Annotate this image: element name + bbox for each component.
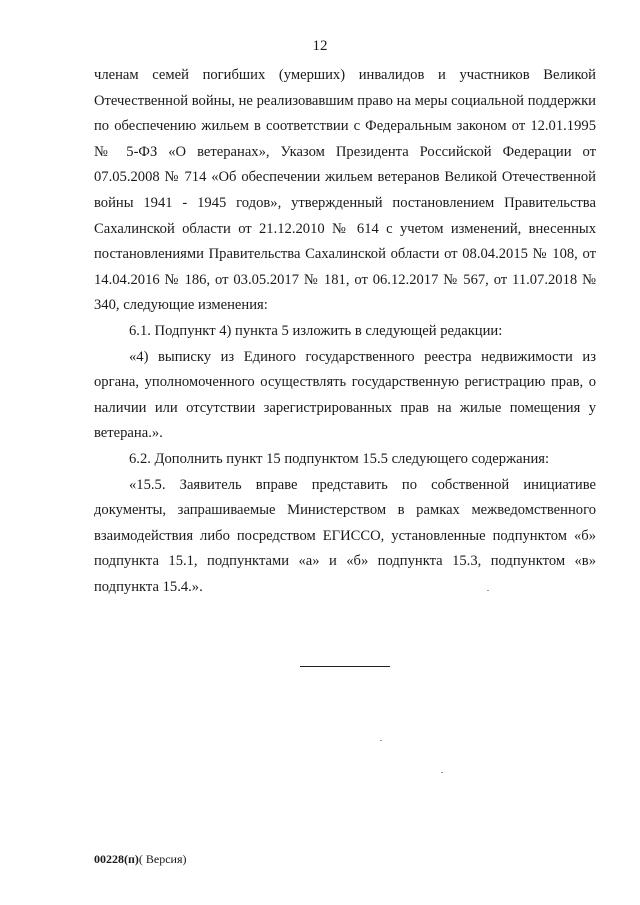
document-body <box>94 63 596 600</box>
closing-divider <box>300 666 390 667</box>
body-paragraph-2: 6.1. Подпункт 4) пункта 5 изложить в следующей редакции: <box>129 322 503 339</box>
scan-speck <box>441 772 443 773</box>
body-paragraph-5: «15.5. Заявитель вправе представить по собственной инициативе документы, запрашиваемые Министерством в рамках межведомственного взаимодействия либо посредством ЕГИССО, установленные подпунктом «б» подпункта 15.1, подпунктами «а» и «б» подпункта 15.3, подпунктом «в» подпункта 15.4.». <box>94 476 596 595</box>
document-code: 00228(п) <box>94 852 139 866</box>
body-paragraph-1: членам семей погибших (умерших) инвалидов и участников Великой Отечественной войны, не реализовавшим право на меры социальной поддержки по обеспечению жильем в соответствии с Федеральным законом от 12.01.1995 № 5-ФЗ «О ветеранах», Указом Президента Российской Федерации от 07.05.2008 № 714 «Об обеспечении жильем ветеранов Великой Отечественной войны 1941 - 1945 годов», утвержденный постановлением Правительства Сахалинской области от 21.12.2010 № 614 с учетом изменений, внесенных постановлениями Правительства Сахалинской области от 08.04.2015 № 108, от 14.04.2016 № 186, от 03.05.2017 № 181, от 06.12.2017 № 567, от 11.07.2018 № 340, следующие изменения: <box>94 67 596 314</box>
scan-speck <box>380 740 382 741</box>
scan-speck <box>487 590 489 591</box>
document-version-note: ( Версия) <box>138 852 187 866</box>
body-paragraph-3: «4) выписку из Единого государственного реестра недвижимости из органа, уполномоченного осуществлять государственную регистрацию прав, о наличии или отсутствии зарегистрированных прав на жилые помещения у ветерана.». <box>94 348 596 442</box>
document-footer <box>94 852 187 866</box>
page-number: 12 <box>312 38 328 54</box>
body-paragraph-4: 6.2. Дополнить пункт 15 подпунктом 15.5 следующего содержания: <box>129 450 550 467</box>
